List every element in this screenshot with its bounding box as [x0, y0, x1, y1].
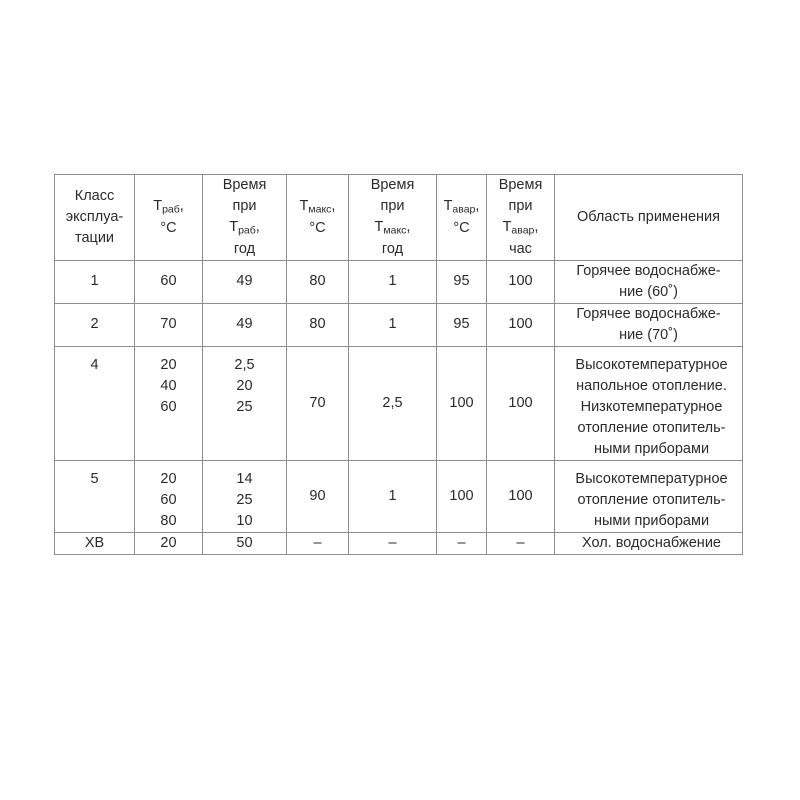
value-line: 20 [160, 470, 177, 487]
specification-table [54, 174, 743, 555]
cell-time-avar: 100 [487, 346, 555, 460]
cell-t-max: 70 [287, 346, 349, 460]
cell-t-max: 80 [287, 260, 349, 303]
cell-class: 5 [55, 460, 135, 532]
table-header-row [55, 175, 743, 261]
table-row [55, 460, 743, 532]
value-line: 20 [160, 356, 177, 373]
value-line: 10 [236, 512, 253, 529]
cell-area [555, 346, 743, 460]
area-line: Горячее водоснабже- [576, 305, 721, 322]
cell-t-rab: 60 [135, 260, 203, 303]
cell-time-rab: 49 [203, 303, 287, 346]
cell-time-max: – [349, 532, 437, 554]
header-subscript: макс [308, 203, 332, 216]
cell-time-avar: – [487, 532, 555, 554]
cell-area [555, 460, 743, 532]
header-symbol: T [374, 219, 384, 236]
header-line: час [509, 240, 532, 257]
header-comma: , [331, 198, 336, 215]
column-header-t-rab [135, 175, 203, 261]
value-line: 20 [236, 377, 253, 394]
header-line: эксплуа- [65, 208, 124, 225]
table-row [55, 260, 743, 303]
header-subscript: авар [452, 203, 476, 216]
header-line [487, 217, 554, 239]
value-line: 25 [236, 398, 253, 415]
header-line: Время [498, 177, 543, 193]
header-subscript: раб [238, 224, 256, 237]
header-comma: , [475, 198, 480, 215]
header-symbol: T [229, 219, 239, 236]
header-line: при [380, 198, 405, 215]
cell-time-avar: 100 [487, 260, 555, 303]
cell-time-max: 2,5 [349, 346, 437, 460]
header-subscript: авар [511, 224, 535, 237]
cell-t-rab [135, 460, 203, 532]
header-comma: , [534, 219, 539, 236]
cell-time-avar: 100 [487, 303, 555, 346]
cell-time-rab [203, 346, 287, 460]
cell-time-rab [203, 460, 287, 532]
cell-t-avar: 95 [437, 260, 487, 303]
area-line: Горячее водоснабже- [576, 262, 721, 279]
header-comma: , [255, 219, 260, 236]
value-line: 25 [236, 491, 253, 508]
header-symbol: T [153, 198, 163, 215]
cell-time-max: 1 [349, 460, 437, 532]
area-line: отопление отопитель- [577, 419, 726, 436]
header-line: тации [74, 229, 115, 246]
header-line: Время [222, 177, 267, 193]
header-line: год [233, 240, 256, 257]
column-header-t-avar [437, 175, 487, 261]
value-line: 2,5 [234, 356, 255, 373]
cell-t-rab: 20 [135, 532, 203, 554]
header-line: Класс [74, 187, 115, 204]
area-line: ными приборами [593, 440, 710, 457]
header-comma: , [179, 198, 184, 215]
cell-t-avar: – [437, 532, 487, 554]
header-line [135, 196, 202, 218]
header-line [203, 217, 286, 239]
table-row [55, 303, 743, 346]
header-symbol: T [502, 219, 512, 236]
header-line: Время [370, 177, 415, 193]
header-symbol: T [299, 198, 309, 215]
area-line: ние (70˚) [619, 326, 678, 343]
column-header-time-avar [487, 175, 555, 261]
table-header [55, 175, 743, 261]
header-subscript: макс [383, 224, 407, 237]
column-header-t-max [287, 175, 349, 261]
cell-class: 2 [55, 303, 135, 346]
value-line: 80 [160, 512, 177, 529]
cell-time-rab: 49 [203, 260, 287, 303]
column-header-time-max [349, 175, 437, 261]
cell-area [555, 303, 743, 346]
table-row [55, 346, 743, 460]
header-line: °С [309, 219, 326, 236]
header-line [349, 217, 436, 239]
area-line: Низкотемпературное [580, 398, 723, 415]
value-line: 60 [160, 491, 177, 508]
cell-area: Хол. водоснабжение [555, 532, 743, 554]
cell-t-max: – [287, 532, 349, 554]
cell-t-rab: 70 [135, 303, 203, 346]
header-line [437, 196, 486, 218]
specification-table-wrapper [54, 174, 742, 555]
cell-class: ХВ [55, 532, 135, 554]
area-line: Высокотемпературное [575, 356, 728, 373]
header-line: при [508, 198, 533, 215]
value-line: 60 [160, 398, 177, 415]
column-header-time-rab [203, 175, 287, 261]
area-line: отопление отопитель- [577, 491, 726, 508]
table-body [55, 260, 743, 554]
cell-t-avar: 95 [437, 303, 487, 346]
value-line: 14 [236, 470, 253, 487]
cell-t-avar: 100 [437, 460, 487, 532]
cell-t-avar: 100 [437, 346, 487, 460]
cell-class: 4 [55, 346, 135, 460]
area-line: ние (60˚) [619, 283, 678, 300]
cell-time-max: 1 [349, 303, 437, 346]
area-line: ными приборами [593, 512, 710, 529]
area-line: Высокотемпературное [575, 470, 728, 487]
cell-t-max: 80 [287, 303, 349, 346]
value-line: 40 [160, 377, 177, 394]
area-line: напольное отопление. [576, 377, 727, 394]
table-row [55, 532, 743, 554]
cell-class: 1 [55, 260, 135, 303]
cell-t-max: 90 [287, 460, 349, 532]
column-header-class [55, 175, 135, 261]
cell-time-rab: 50 [203, 532, 287, 554]
cell-time-avar: 100 [487, 460, 555, 532]
header-subscript: раб [162, 203, 180, 216]
cell-time-max: 1 [349, 260, 437, 303]
header-symbol: T [443, 198, 453, 215]
header-line: год [381, 240, 404, 257]
header-line: °С [160, 219, 177, 236]
header-line [287, 196, 348, 218]
column-header-area: Область применения [555, 175, 743, 261]
cell-t-rab [135, 346, 203, 460]
header-line: при [232, 198, 257, 215]
header-comma: , [406, 219, 411, 236]
header-line: °С [453, 219, 470, 236]
cell-area [555, 260, 743, 303]
